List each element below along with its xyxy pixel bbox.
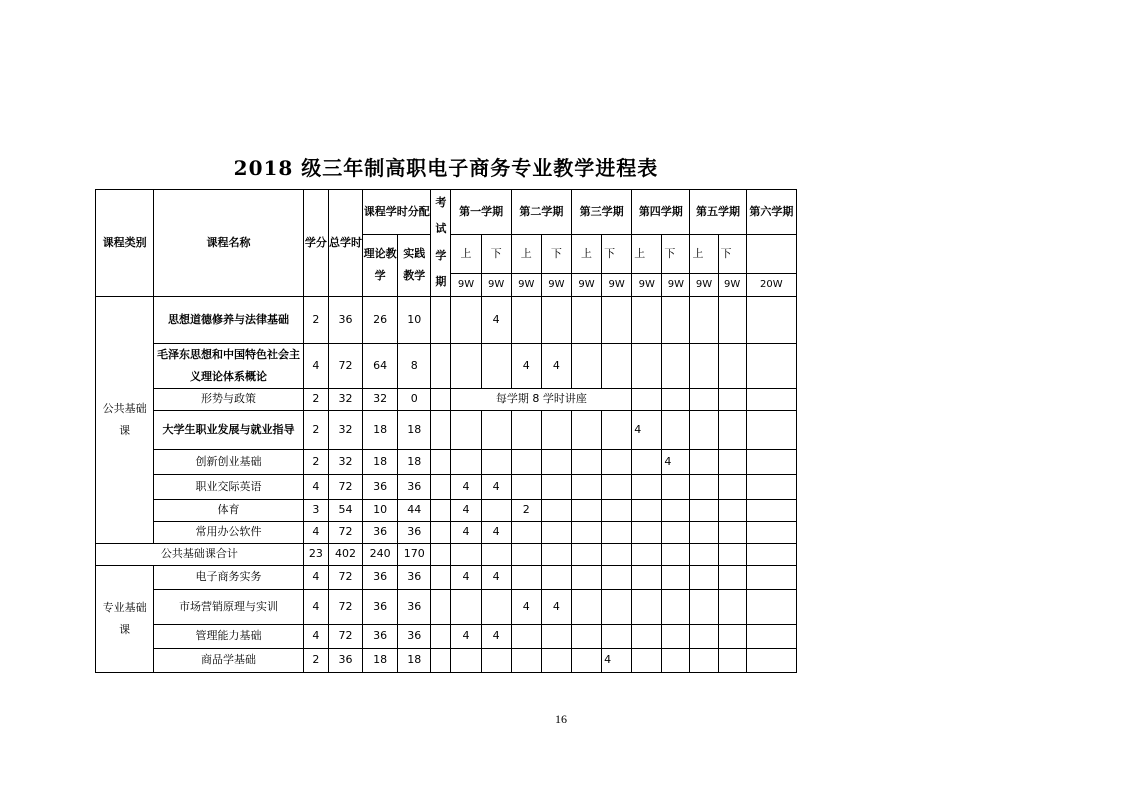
course-practice-hours: 18 xyxy=(398,648,431,672)
header-week-cell: 9W xyxy=(481,274,511,297)
week-hours-cell xyxy=(571,589,601,624)
week-hours-cell xyxy=(662,589,690,624)
header-week-cell: 9W xyxy=(511,274,541,297)
week-hours-cell xyxy=(451,648,481,672)
empty-cell xyxy=(541,543,571,565)
week-hours-cell xyxy=(662,499,690,521)
week-hours-cell xyxy=(602,521,632,543)
week-hours-cell xyxy=(632,449,662,474)
week-hours-cell xyxy=(718,589,746,624)
week-hours-cell xyxy=(662,565,690,589)
header-week-cell: 9W xyxy=(451,274,481,297)
empty-cell xyxy=(718,543,746,565)
header-practice: 实践教学 xyxy=(398,235,431,297)
week-hours-cell xyxy=(746,296,796,343)
week-hours-cell xyxy=(632,589,662,624)
course-credit: 2 xyxy=(303,648,328,672)
course-practice-hours: 18 xyxy=(398,449,431,474)
week-hours-cell xyxy=(602,499,632,521)
course-credit: 4 xyxy=(303,343,328,388)
week-hours-cell: 4 xyxy=(481,624,511,648)
week-hours-cell xyxy=(511,521,541,543)
header-s3-down: 下 xyxy=(602,235,632,274)
table-row xyxy=(96,624,797,648)
header-s5-up: 上 xyxy=(690,235,718,274)
table-row xyxy=(96,499,797,521)
table-row xyxy=(96,388,797,410)
week-hours-cell xyxy=(481,648,511,672)
week-hours-cell: 4 xyxy=(662,449,690,474)
course-theory-hours: 36 xyxy=(363,565,398,589)
course-name: 体育 xyxy=(154,499,304,521)
subtotal-label: 公共基础课合计 xyxy=(96,543,304,565)
course-name: 商品学基础 xyxy=(154,648,304,672)
course-total-hours: 72 xyxy=(328,589,362,624)
week-hours-cell xyxy=(718,343,746,388)
empty-cell xyxy=(690,543,718,565)
course-name: 常用办公软件 xyxy=(154,521,304,543)
course-total-hours: 72 xyxy=(328,565,362,589)
week-hours-cell xyxy=(451,296,481,343)
week-hours-cell xyxy=(718,474,746,499)
course-theory-hours: 18 xyxy=(363,449,398,474)
week-hours-cell xyxy=(511,296,541,343)
week-hours-cell xyxy=(511,565,541,589)
week-hours-cell xyxy=(718,648,746,672)
course-theory-hours: 36 xyxy=(363,521,398,543)
week-hours-cell: 2 xyxy=(511,499,541,521)
week-hours-cell: 4 xyxy=(481,296,511,343)
week-hours-cell xyxy=(746,410,796,449)
week-hours-cell xyxy=(746,565,796,589)
course-total-hours: 32 xyxy=(328,449,362,474)
week-hours-cell xyxy=(481,449,511,474)
week-hours-cell xyxy=(632,296,662,343)
week-hours-cell xyxy=(511,449,541,474)
week-hours-cell xyxy=(746,449,796,474)
week-hours-cell xyxy=(541,410,571,449)
header-s4-up: 上 xyxy=(632,235,662,274)
subtotal-total-hours: 402 xyxy=(328,543,362,565)
week-hours-cell xyxy=(690,565,718,589)
course-total-hours: 72 xyxy=(328,343,362,388)
week-hours-cell xyxy=(718,521,746,543)
week-hours-cell xyxy=(481,410,511,449)
table-row xyxy=(96,343,797,388)
course-credit: 2 xyxy=(303,388,328,410)
week-hours-cell xyxy=(662,624,690,648)
course-practice-hours: 8 xyxy=(398,343,431,388)
header-semester-4: 第四学期 xyxy=(632,190,690,235)
week-hours-cell xyxy=(571,521,601,543)
course-total-hours: 32 xyxy=(328,388,362,410)
week-hours-cell xyxy=(541,499,571,521)
course-credit: 2 xyxy=(303,410,328,449)
week-hours-cell xyxy=(541,449,571,474)
week-hours-cell xyxy=(690,499,718,521)
week-hours-cell xyxy=(451,589,481,624)
page-number: 16 xyxy=(555,712,567,726)
week-hours-cell xyxy=(632,648,662,672)
course-exam-semester xyxy=(431,296,451,343)
course-credit: 2 xyxy=(303,296,328,343)
course-theory-hours: 36 xyxy=(363,624,398,648)
week-hours-cell xyxy=(541,296,571,343)
week-hours-cell xyxy=(632,565,662,589)
header-theory: 理论教学 xyxy=(363,235,398,297)
week-hours-cell xyxy=(541,474,571,499)
week-hours-cell xyxy=(746,521,796,543)
week-hours-cell xyxy=(602,449,632,474)
course-exam-semester xyxy=(431,565,451,589)
header-week-cell: 9W xyxy=(602,274,632,297)
header-hours-distribution: 课程学时分配 xyxy=(363,190,431,235)
header-s4-down: 下 xyxy=(662,235,690,274)
week-hours-cell xyxy=(690,624,718,648)
week-hours-cell xyxy=(746,388,796,410)
course-name: 职业交际英语 xyxy=(154,474,304,499)
course-exam-semester xyxy=(431,343,451,388)
empty-cell xyxy=(571,543,601,565)
course-practice-hours: 0 xyxy=(398,388,431,410)
week-hours-cell xyxy=(746,624,796,648)
header-semester-2: 第二学期 xyxy=(511,190,571,235)
header-course-name: 课程名称 xyxy=(154,190,304,297)
header-week-cell: 9W xyxy=(718,274,746,297)
week-hours-cell xyxy=(571,648,601,672)
week-hours-cell xyxy=(571,296,601,343)
header-total-hours: 总学时 xyxy=(328,190,362,297)
week-hours-cell xyxy=(602,474,632,499)
week-hours-cell xyxy=(746,589,796,624)
course-name: 思想道德修养与法律基础 xyxy=(154,296,304,343)
week-hours-cell xyxy=(602,624,632,648)
week-hours-cell xyxy=(690,296,718,343)
course-theory-hours: 18 xyxy=(363,410,398,449)
week-hours-cell xyxy=(481,589,511,624)
course-exam-semester xyxy=(431,589,451,624)
week-hours-cell xyxy=(602,565,632,589)
header-credit: 学分 xyxy=(303,190,328,297)
week-hours-cell xyxy=(511,624,541,648)
week-hours-cell xyxy=(718,296,746,343)
week-hours-cell: 4 xyxy=(481,565,511,589)
course-exam-semester xyxy=(431,624,451,648)
week-hours-cell xyxy=(632,474,662,499)
week-hours-cell xyxy=(746,499,796,521)
week-hours-cell xyxy=(571,449,601,474)
table-row xyxy=(96,410,797,449)
week-hours-cell xyxy=(481,499,511,521)
week-hours-cell xyxy=(571,343,601,388)
week-hours-cell: 4 xyxy=(511,589,541,624)
week-hours-cell xyxy=(632,499,662,521)
empty-cell xyxy=(511,543,541,565)
course-theory-hours: 32 xyxy=(363,388,398,410)
course-exam-semester xyxy=(431,388,451,410)
week-hours-cell xyxy=(511,648,541,672)
week-hours-cell xyxy=(602,410,632,449)
group-professional-basic: 专业基础课 xyxy=(96,565,154,672)
course-total-hours: 36 xyxy=(328,296,362,343)
course-practice-hours: 10 xyxy=(398,296,431,343)
week-hours-cell xyxy=(481,343,511,388)
week-hours-cell xyxy=(718,499,746,521)
page-title: 2018 级三年制高职电子商务专业教学进程表 xyxy=(233,156,659,180)
week-hours-cell: 4 xyxy=(511,343,541,388)
week-hours-cell xyxy=(690,648,718,672)
week-hours-cell: 4 xyxy=(541,589,571,624)
header-semester-1: 第一学期 xyxy=(451,190,511,235)
course-name: 市场营销原理与实训 xyxy=(154,589,304,624)
header-category: 课程类别 xyxy=(96,190,154,297)
week-hours-cell xyxy=(511,474,541,499)
week-hours-cell xyxy=(746,343,796,388)
week-hours-cell: 4 xyxy=(541,343,571,388)
empty-cell xyxy=(662,543,690,565)
week-hours-cell xyxy=(571,565,601,589)
course-credit: 2 xyxy=(303,449,328,474)
header-week-cell: 9W xyxy=(632,274,662,297)
week-hours-cell xyxy=(632,521,662,543)
course-total-hours: 36 xyxy=(328,648,362,672)
table-row xyxy=(96,589,797,624)
header-week-cell: 9W xyxy=(541,274,571,297)
empty-cell xyxy=(451,543,481,565)
week-hours-cell xyxy=(662,410,690,449)
course-practice-hours: 36 xyxy=(398,565,431,589)
header-week-cell: 9W xyxy=(690,274,718,297)
course-name: 电子商务实务 xyxy=(154,565,304,589)
course-practice-hours: 36 xyxy=(398,521,431,543)
header-s5-down: 下 xyxy=(718,235,746,274)
week-hours-cell xyxy=(602,296,632,343)
week-hours-cell xyxy=(662,648,690,672)
course-name: 形势与政策 xyxy=(154,388,304,410)
week-hours-cell xyxy=(718,410,746,449)
week-hours-cell xyxy=(602,343,632,388)
course-name: 管理能力基础 xyxy=(154,624,304,648)
table-row xyxy=(96,565,797,589)
teaching-schedule-table xyxy=(95,189,797,673)
week-hours-cell: 4 xyxy=(632,410,662,449)
course-exam-semester xyxy=(431,474,451,499)
course-exam-semester xyxy=(431,449,451,474)
week-hours-cell xyxy=(662,388,690,410)
table-row xyxy=(96,449,797,474)
week-hours-cell xyxy=(451,343,481,388)
course-total-hours: 54 xyxy=(328,499,362,521)
header-s6-blank xyxy=(746,235,796,274)
table-row xyxy=(96,521,797,543)
course-practice-hours: 18 xyxy=(398,410,431,449)
empty-cell xyxy=(481,543,511,565)
week-hours-cell xyxy=(541,648,571,672)
week-hours-cell xyxy=(718,624,746,648)
week-hours-cell xyxy=(541,521,571,543)
subtotal-credit: 23 xyxy=(303,543,328,565)
course-exam-semester xyxy=(431,410,451,449)
week-hours-cell xyxy=(662,343,690,388)
course-credit: 4 xyxy=(303,521,328,543)
header-week-cell: 9W xyxy=(571,274,601,297)
empty-cell xyxy=(431,543,451,565)
week-hours-cell: 4 xyxy=(481,474,511,499)
group-public-basic: 公共基础课 xyxy=(96,296,154,543)
week-hours-cell xyxy=(690,343,718,388)
header-s2-down: 下 xyxy=(541,235,571,274)
course-theory-hours: 26 xyxy=(363,296,398,343)
course-total-hours: 72 xyxy=(328,624,362,648)
course-name: 创新创业基础 xyxy=(154,449,304,474)
course-name: 大学生职业发展与就业指导 xyxy=(154,410,304,449)
course-theory-hours: 10 xyxy=(363,499,398,521)
week-hours-cell xyxy=(690,449,718,474)
week-hours-cell xyxy=(511,410,541,449)
course-total-hours: 72 xyxy=(328,474,362,499)
week-hours-cell xyxy=(690,521,718,543)
course-practice-hours: 44 xyxy=(398,499,431,521)
course-theory-hours: 64 xyxy=(363,343,398,388)
week-hours-cell: 4 xyxy=(451,624,481,648)
week-hours-cell xyxy=(632,343,662,388)
course-exam-semester xyxy=(431,648,451,672)
course-credit: 4 xyxy=(303,624,328,648)
course-exam-semester xyxy=(431,499,451,521)
table-row xyxy=(96,648,797,672)
subtotal-theory: 240 xyxy=(363,543,398,565)
week-hours-cell xyxy=(571,474,601,499)
table-row xyxy=(96,296,797,343)
course-name: 毛泽东思想和中国特色社会主义理论体系概论 xyxy=(154,343,304,388)
empty-cell xyxy=(746,543,796,565)
week-hours-cell xyxy=(541,565,571,589)
course-total-hours: 72 xyxy=(328,521,362,543)
course-credit: 4 xyxy=(303,474,328,499)
week-hours-cell xyxy=(746,648,796,672)
course-note: 每学期 8 学时讲座 xyxy=(451,388,632,410)
subtotal-practice: 170 xyxy=(398,543,431,565)
course-practice-hours: 36 xyxy=(398,589,431,624)
week-hours-cell xyxy=(718,565,746,589)
week-hours-cell xyxy=(451,449,481,474)
week-hours-cell xyxy=(690,589,718,624)
course-credit: 4 xyxy=(303,589,328,624)
empty-cell xyxy=(602,543,632,565)
week-hours-cell xyxy=(632,624,662,648)
week-hours-cell xyxy=(451,410,481,449)
week-hours-cell xyxy=(662,474,690,499)
course-credit: 3 xyxy=(303,499,328,521)
week-hours-cell xyxy=(541,624,571,648)
header-s1-up: 上 xyxy=(451,235,481,274)
table-row xyxy=(96,474,797,499)
header-s1-down: 下 xyxy=(481,235,511,274)
week-hours-cell: 4 xyxy=(481,521,511,543)
header-semester-5: 第五学期 xyxy=(690,190,746,235)
week-hours-cell: 4 xyxy=(451,521,481,543)
course-practice-hours: 36 xyxy=(398,624,431,648)
week-hours-cell: 4 xyxy=(451,474,481,499)
week-hours-cell xyxy=(662,521,690,543)
header-week-cell: 20W xyxy=(746,274,796,297)
week-hours-cell xyxy=(746,474,796,499)
week-hours-cell xyxy=(571,410,601,449)
week-hours-cell xyxy=(690,410,718,449)
week-hours-cell xyxy=(632,388,662,410)
subtotal-row xyxy=(96,543,797,565)
week-hours-cell xyxy=(571,624,601,648)
course-exam-semester xyxy=(431,521,451,543)
week-hours-cell xyxy=(690,388,718,410)
week-hours-cell: 4 xyxy=(451,565,481,589)
course-theory-hours: 36 xyxy=(363,474,398,499)
course-practice-hours: 36 xyxy=(398,474,431,499)
week-hours-cell xyxy=(690,474,718,499)
course-theory-hours: 36 xyxy=(363,589,398,624)
header-s2-up: 上 xyxy=(511,235,541,274)
week-hours-cell xyxy=(602,589,632,624)
header-week-cell: 9W xyxy=(662,274,690,297)
week-hours-cell xyxy=(718,449,746,474)
course-theory-hours: 18 xyxy=(363,648,398,672)
week-hours-cell xyxy=(718,388,746,410)
header-s3-up: 上 xyxy=(571,235,601,274)
header-semester-3: 第三学期 xyxy=(571,190,631,235)
header-exam-semester: 考试学期 xyxy=(431,190,451,297)
header-semester-6: 第六学期 xyxy=(746,190,796,235)
empty-cell xyxy=(632,543,662,565)
week-hours-cell: 4 xyxy=(451,499,481,521)
week-hours-cell xyxy=(571,499,601,521)
course-credit: 4 xyxy=(303,565,328,589)
course-total-hours: 32 xyxy=(328,410,362,449)
week-hours-cell xyxy=(662,296,690,343)
week-hours-cell: 4 xyxy=(602,648,632,672)
